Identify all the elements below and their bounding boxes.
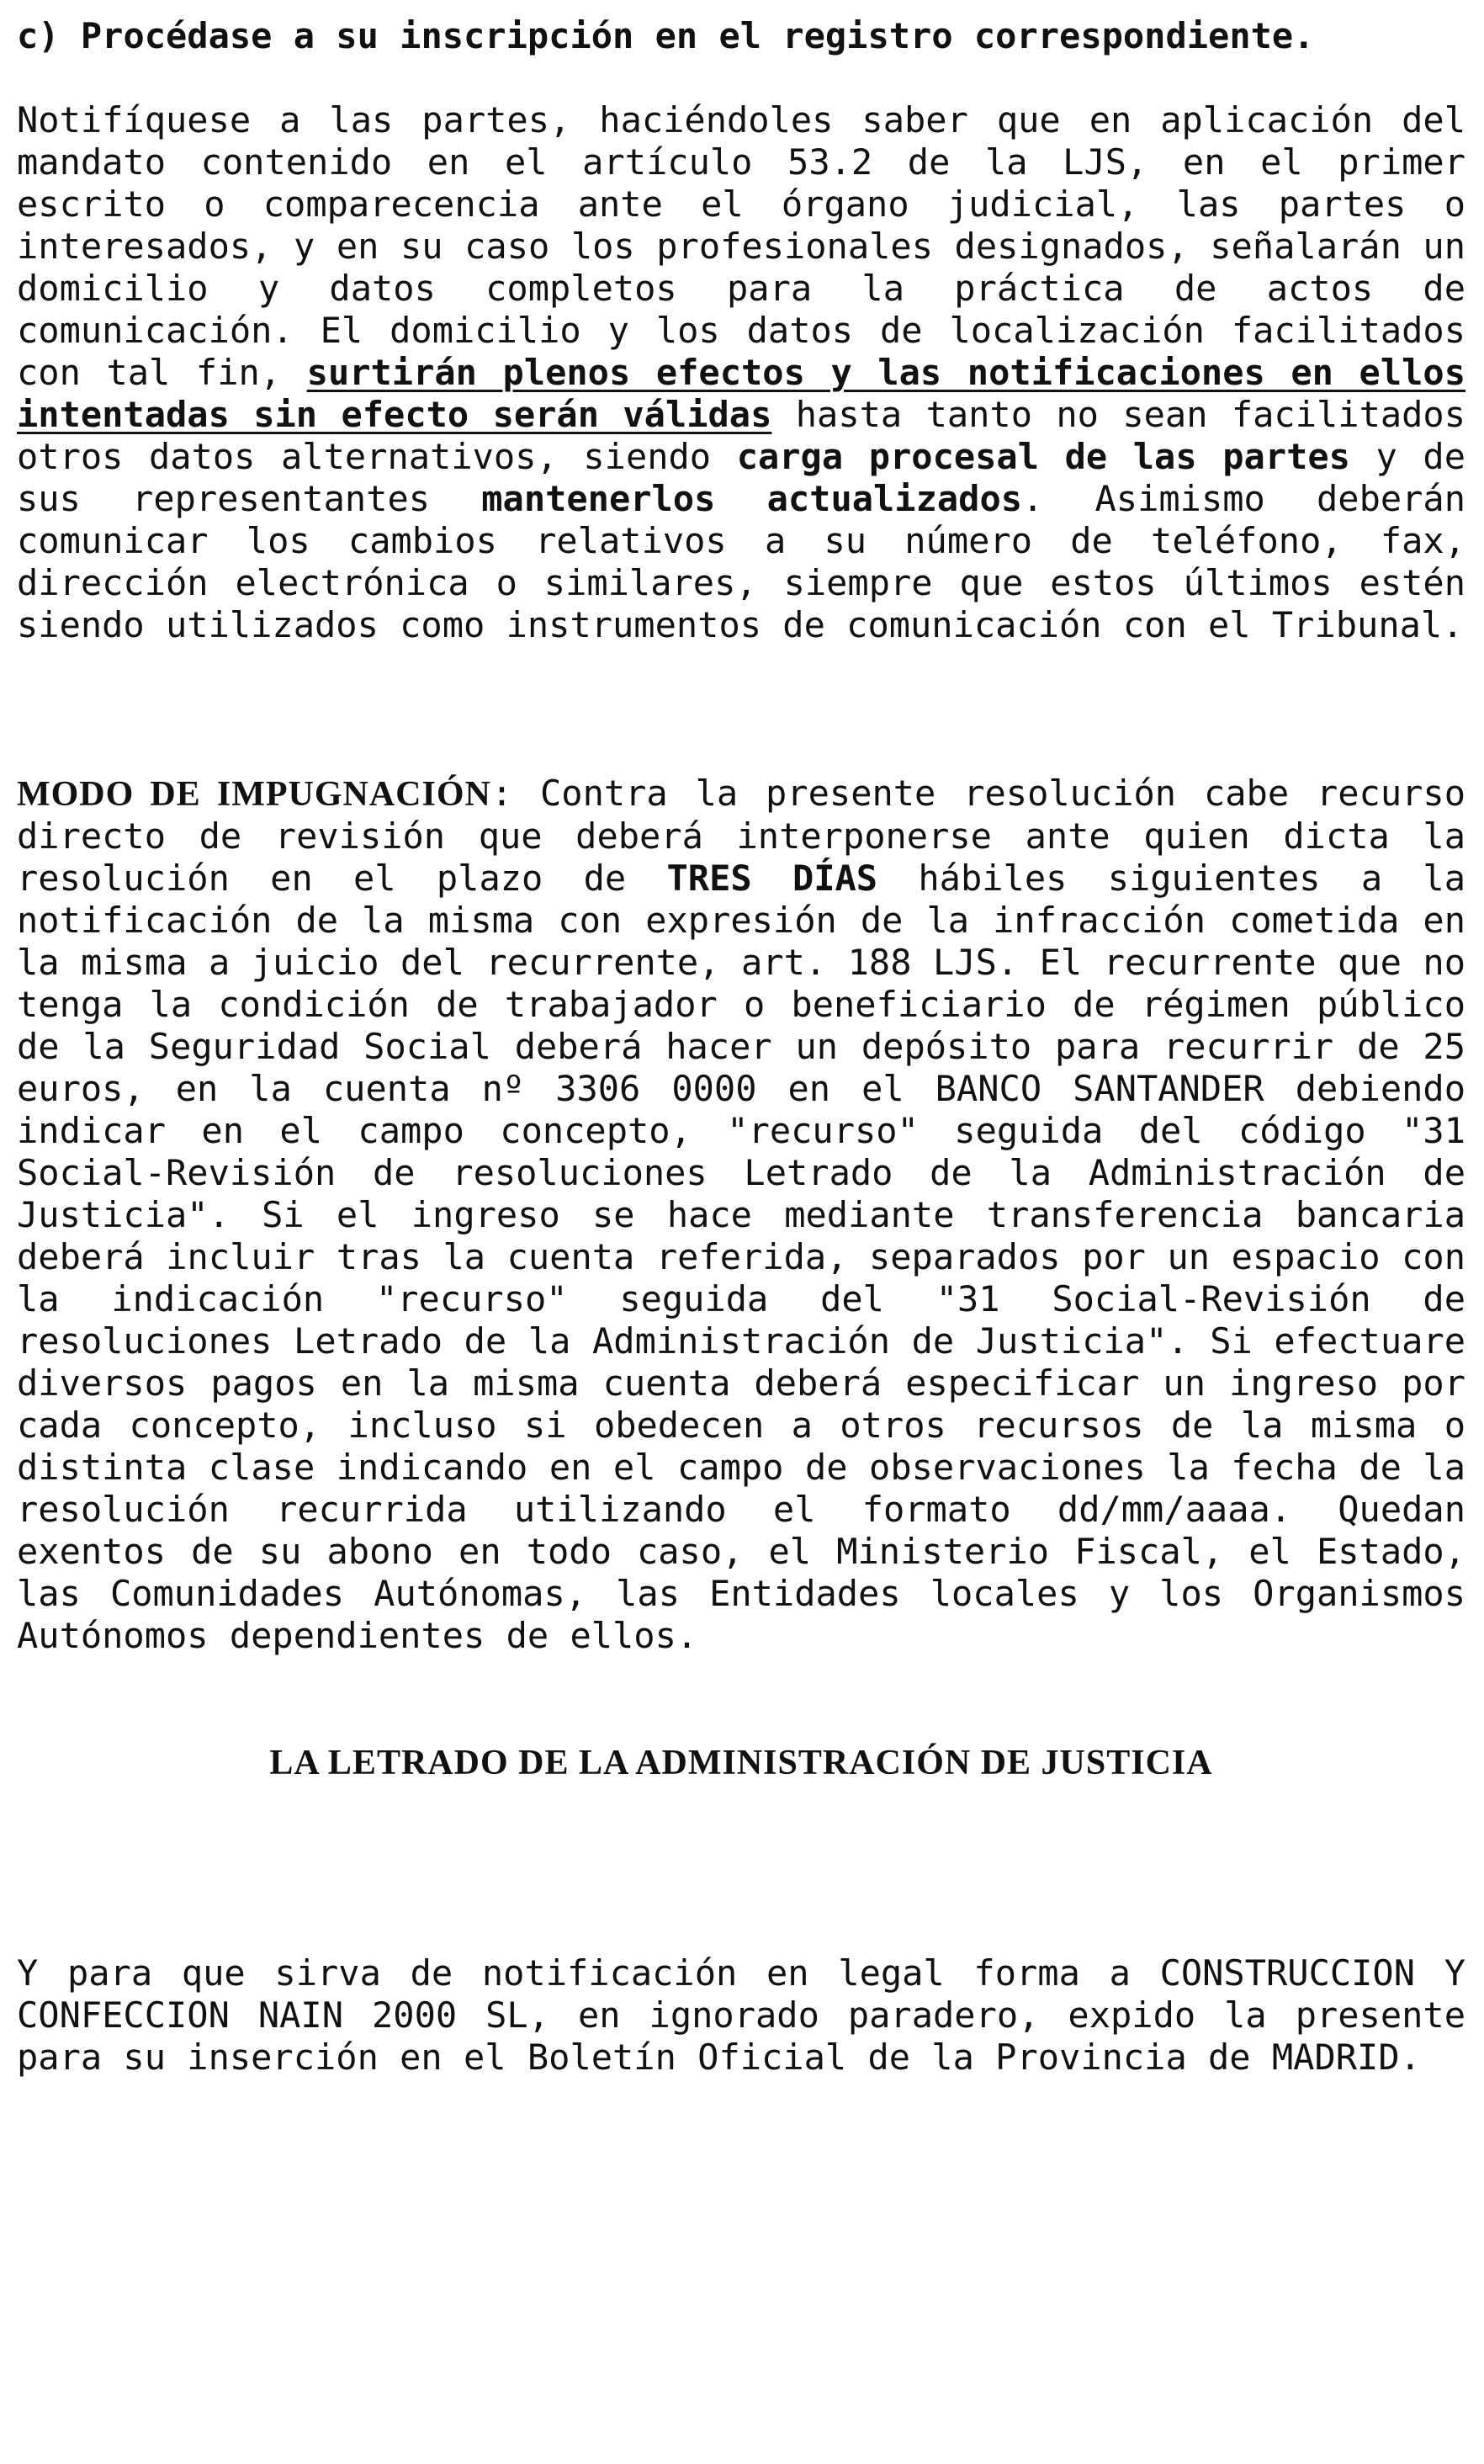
notification-text-5: y de sus representantes [17, 436, 1465, 519]
notification-text-3: hasta tanto no sean facilitados otros datos alternativos, siendo [17, 394, 1466, 477]
notification-bold-mantenerlos: mantenerlos actualizados [481, 478, 1023, 519]
final-paragraph: Y para que sirva de notificación en legal forma a CONSTRUCCION Y CONFECCION NAIN 2000 SL, en ignorado paradero, expido la presente para su inserción en el Boletín Oficial de la Provincia de MADRID. [17, 1952, 1465, 2078]
notification-underlined-bold: surtirán plenos efectos y las notificaciones en ellos intentadas sin efecto serán válidas [17, 352, 1465, 435]
impugnacion-text-3: hábiles siguientes a la notificación de la misma con expresión de la infracción cometida en la misma a juicio del recurrente, art. 188 LJS. El recurrente que no tenga la condición de trabajador o beneficiario de régimen público de la Seguridad Social deberá hacer un depósito para recurrir de 25 euros, en la cuenta nº 3306 0000 en el BANCO SANTANDER debiendo indicar en el campo concepto, "recurso" seguida del código "31 Social-Revisión de resoluciones Letrado de la Administración de Justicia". Si el ingreso se hace mediante transferencia bancaria deberá incluir tras la cuenta referida, separados por un espacio con la indicación "recurso" seguida del "31 Social-Revisión de resoluciones Letrado de la Administración de Justicia". Si efectuare diversos pagos en la misma cuenta deberá especificar un ingreso por cada concepto, incluso si obedecen a otros recursos de la misma o distinta clase indicando en el campo de observaciones la fecha de la resolución recurrida utilizando el formato dd/mm/aaaa. Quedan exentos de su abono en todo caso, el Ministerio Fiscal, el Estado, las Comunidades Autónomas, las Entidades locales y los Organismos Autónomos dependientes de ellos. [17, 858, 1465, 1656]
notification-paragraph [17, 99, 1465, 646]
signature-title: LA LETRADO DE LA ADMINISTRACIÓN DE JUSTICIA [269, 1744, 1213, 1782]
notification-text-7: . Asimismo deberán comunicar los cambios relativos a su número de teléfono, fax, dirección electrónica o similares, siempre que estos últimos estén siendo utilizados como instrumentos de comunicación con el Tribunal. [17, 478, 1465, 645]
impugnacion-paragraph [17, 773, 1465, 1657]
notification-text-1: Notifíquese a las partes, haciéndoles saber que en aplicación del mandato contenido en el artículo 53.2 de la LJS, en el primer escrito o comparecencia ante el órgano judicial, las partes o interesados, y en su caso los profesionales designados, señalarán un domicilio y datos completos para la práctica de actos de comunicación. El domicilio y los datos de localización facilitados con tal fin, [17, 99, 1465, 393]
impugnacion-text-1: : Contra la presente resolución cabe recurso directo de revisión que deberá interponerse ante quien dicta la resolución en el plazo de [17, 773, 1465, 899]
section-c-paragraph [17, 15, 1465, 57]
impugnacion-bold-tres-dias: TRES DÍAS [666, 858, 878, 899]
section-c-text: Procédase a su inscripción en el registro correspondiente. [80, 15, 1315, 56]
notification-bold-carga: carga procesal de las partes [736, 436, 1350, 477]
impugnacion-heading: MODO DE IMPUGNACIÓN [17, 775, 491, 814]
signature-block [17, 1741, 1465, 1784]
document-page [17, 15, 1465, 2079]
section-c-label: c) [17, 15, 60, 56]
